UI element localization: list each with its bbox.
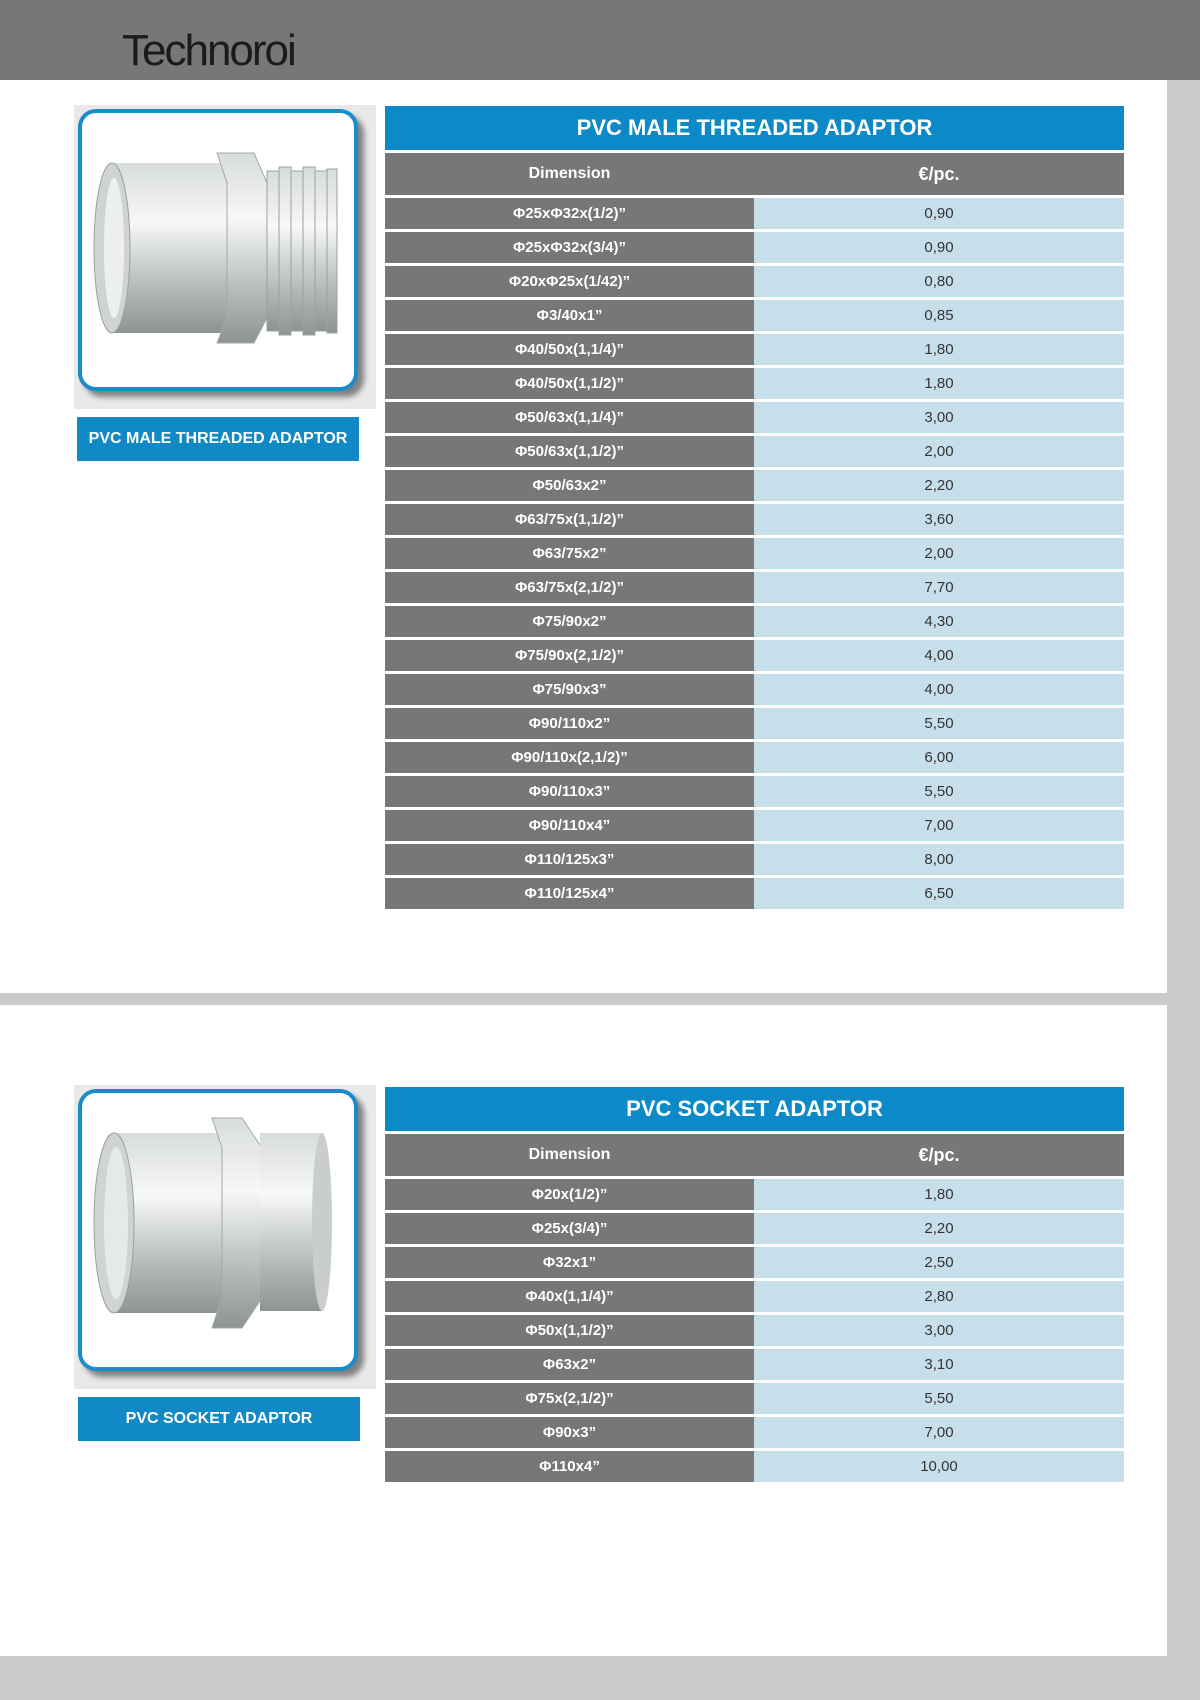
dimension-cell: Φ90/110x4” — [385, 810, 754, 841]
price-cell: 7,00 — [754, 1417, 1124, 1448]
price-header: €/pc. — [918, 163, 960, 184]
table-row — [385, 1417, 1124, 1448]
table-row — [385, 1349, 1124, 1380]
dimension-cell: Φ40/50x(1,1/4)” — [385, 334, 754, 365]
socket-adaptor-price-table — [385, 1087, 1124, 1485]
price-cell: 3,60 — [754, 504, 1124, 535]
dimension-cell: Φ25xΦ32x(1/2)” — [385, 198, 754, 229]
dimension-cell: Φ50x(1,1/2)” — [385, 1315, 754, 1346]
dimension-cell: Φ63/75x2” — [385, 538, 754, 569]
brand-logo — [122, 26, 295, 76]
male-adaptor-photo — [78, 109, 358, 391]
price-cell: 10,00 — [754, 1451, 1124, 1482]
price-cell: 6,50 — [754, 878, 1124, 909]
socket-adaptor-photo — [78, 1089, 358, 1371]
table-row — [385, 232, 1124, 263]
table-row — [385, 1213, 1124, 1244]
male-threaded-adaptor-icon — [82, 113, 358, 391]
table-row — [385, 436, 1124, 467]
table-row — [385, 300, 1124, 331]
dimension-cell: Φ50/63x(1,1/2)” — [385, 436, 754, 467]
table-row — [385, 606, 1124, 637]
table-row — [385, 504, 1124, 535]
male-adaptor-photo-frame — [74, 105, 376, 409]
table-body — [385, 1179, 1124, 1482]
dimension-cell: Φ63/75x(1,1/2)” — [385, 504, 754, 535]
table-row — [385, 538, 1124, 569]
price-cell: 4,30 — [754, 606, 1124, 637]
socket-adaptor-photo-frame — [74, 1085, 376, 1389]
price-cell: 5,50 — [754, 1383, 1124, 1414]
dimension-cell: Φ40x(1,1/4)” — [385, 1281, 754, 1312]
price-cell: 4,00 — [754, 640, 1124, 671]
dimension-cell: Φ110/125x3” — [385, 844, 754, 875]
dimension-cell: Φ90/110x3” — [385, 776, 754, 807]
dimension-header: Dimension — [528, 165, 611, 182]
price-cell: 5,50 — [754, 776, 1124, 807]
table-row — [385, 1179, 1124, 1210]
dimension-cell: Φ32x1” — [385, 1247, 754, 1278]
dimension-cell: Φ20xΦ25x(1/42)” — [385, 266, 754, 297]
price-header: €/pc. — [918, 1144, 960, 1165]
price-cell: 5,50 — [754, 708, 1124, 739]
price-cell: 2,80 — [754, 1281, 1124, 1312]
dimension-cell: Φ110x4” — [385, 1451, 754, 1482]
price-cell: 8,00 — [754, 844, 1124, 875]
male-adaptor-panel — [0, 80, 1167, 993]
table-title: PVC MALE THREADED ADAPTOR — [385, 106, 1124, 150]
male-adaptor-price-table — [385, 106, 1124, 912]
table-row — [385, 1315, 1124, 1346]
page-header — [0, 0, 1200, 80]
table-row — [385, 1383, 1124, 1414]
price-cell: 2,20 — [754, 1213, 1124, 1244]
table-row — [385, 708, 1124, 739]
table-row — [385, 810, 1124, 841]
socket-adaptor-icon — [82, 1093, 358, 1371]
dimension-cell: Φ75/90x3” — [385, 674, 754, 705]
price-cell: 2,20 — [754, 470, 1124, 501]
dimension-cell: Φ25x(3/4)” — [385, 1213, 754, 1244]
dimension-cell: Φ40/50x(1,1/2)” — [385, 368, 754, 399]
table-header — [385, 1134, 1124, 1176]
price-cell: 2,00 — [754, 538, 1124, 569]
table-row — [385, 776, 1124, 807]
table-row — [385, 266, 1124, 297]
table-body — [385, 198, 1124, 909]
price-cell: 1,80 — [754, 1179, 1124, 1210]
dimension-cell: Φ63/75x(2,1/2)” — [385, 572, 754, 603]
table-title: PVC SOCKET ADAPTOR — [385, 1087, 1124, 1131]
price-cell: 7,70 — [754, 572, 1124, 603]
table-row — [385, 674, 1124, 705]
price-cell: 3,00 — [754, 402, 1124, 433]
logo-text: Technoroi — [122, 26, 295, 75]
dimension-cell: Φ50/63x(1,1/4)” — [385, 402, 754, 433]
table-row — [385, 640, 1124, 671]
dimension-cell: Φ25xΦ32x(3/4)” — [385, 232, 754, 263]
price-cell: 6,00 — [754, 742, 1124, 773]
table-row — [385, 1247, 1124, 1278]
dimension-cell: Φ75/90x2” — [385, 606, 754, 637]
dimension-cell: Φ110/125x4” — [385, 878, 754, 909]
table-row — [385, 470, 1124, 501]
dimension-cell: Φ90x3” — [385, 1417, 754, 1448]
dimension-cell: Φ63x2” — [385, 1349, 754, 1380]
dimension-cell: Φ90/110x2” — [385, 708, 754, 739]
dimension-cell: Φ20x(1/2)” — [385, 1179, 754, 1210]
table-row — [385, 844, 1124, 875]
price-cell: 2,50 — [754, 1247, 1124, 1278]
table-row — [385, 742, 1124, 773]
price-cell: 4,00 — [754, 674, 1124, 705]
dimension-cell: Φ90/110x(2,1/2)” — [385, 742, 754, 773]
table-row — [385, 368, 1124, 399]
dimension-cell: Φ3/40x1” — [385, 300, 754, 331]
table-row — [385, 878, 1124, 909]
table-row — [385, 572, 1124, 603]
male-adaptor-image-label: PVC MALE THREADED ADAPTOR — [77, 417, 359, 461]
price-cell: 1,80 — [754, 368, 1124, 399]
table-row — [385, 402, 1124, 433]
dimension-header: Dimension — [528, 1146, 611, 1163]
price-cell: 0,90 — [754, 198, 1124, 229]
price-cell: 0,80 — [754, 266, 1124, 297]
table-row — [385, 1281, 1124, 1312]
price-cell: 7,00 — [754, 810, 1124, 841]
price-cell: 0,90 — [754, 232, 1124, 263]
table-row — [385, 1451, 1124, 1482]
dimension-cell: Φ75/90x(2,1/2)” — [385, 640, 754, 671]
price-cell: 1,80 — [754, 334, 1124, 365]
price-cell: 3,10 — [754, 1349, 1124, 1380]
price-cell: 2,00 — [754, 436, 1124, 467]
price-cell: 0,85 — [754, 300, 1124, 331]
dimension-cell: Φ75x(2,1/2)” — [385, 1383, 754, 1414]
price-cell: 3,00 — [754, 1315, 1124, 1346]
socket-adaptor-image-label: PVC SOCKET ADAPTOR — [78, 1397, 360, 1441]
table-header — [385, 153, 1124, 195]
table-row — [385, 334, 1124, 365]
socket-adaptor-panel — [0, 1005, 1167, 1656]
dimension-cell: Φ50/63x2” — [385, 470, 754, 501]
table-row — [385, 198, 1124, 229]
